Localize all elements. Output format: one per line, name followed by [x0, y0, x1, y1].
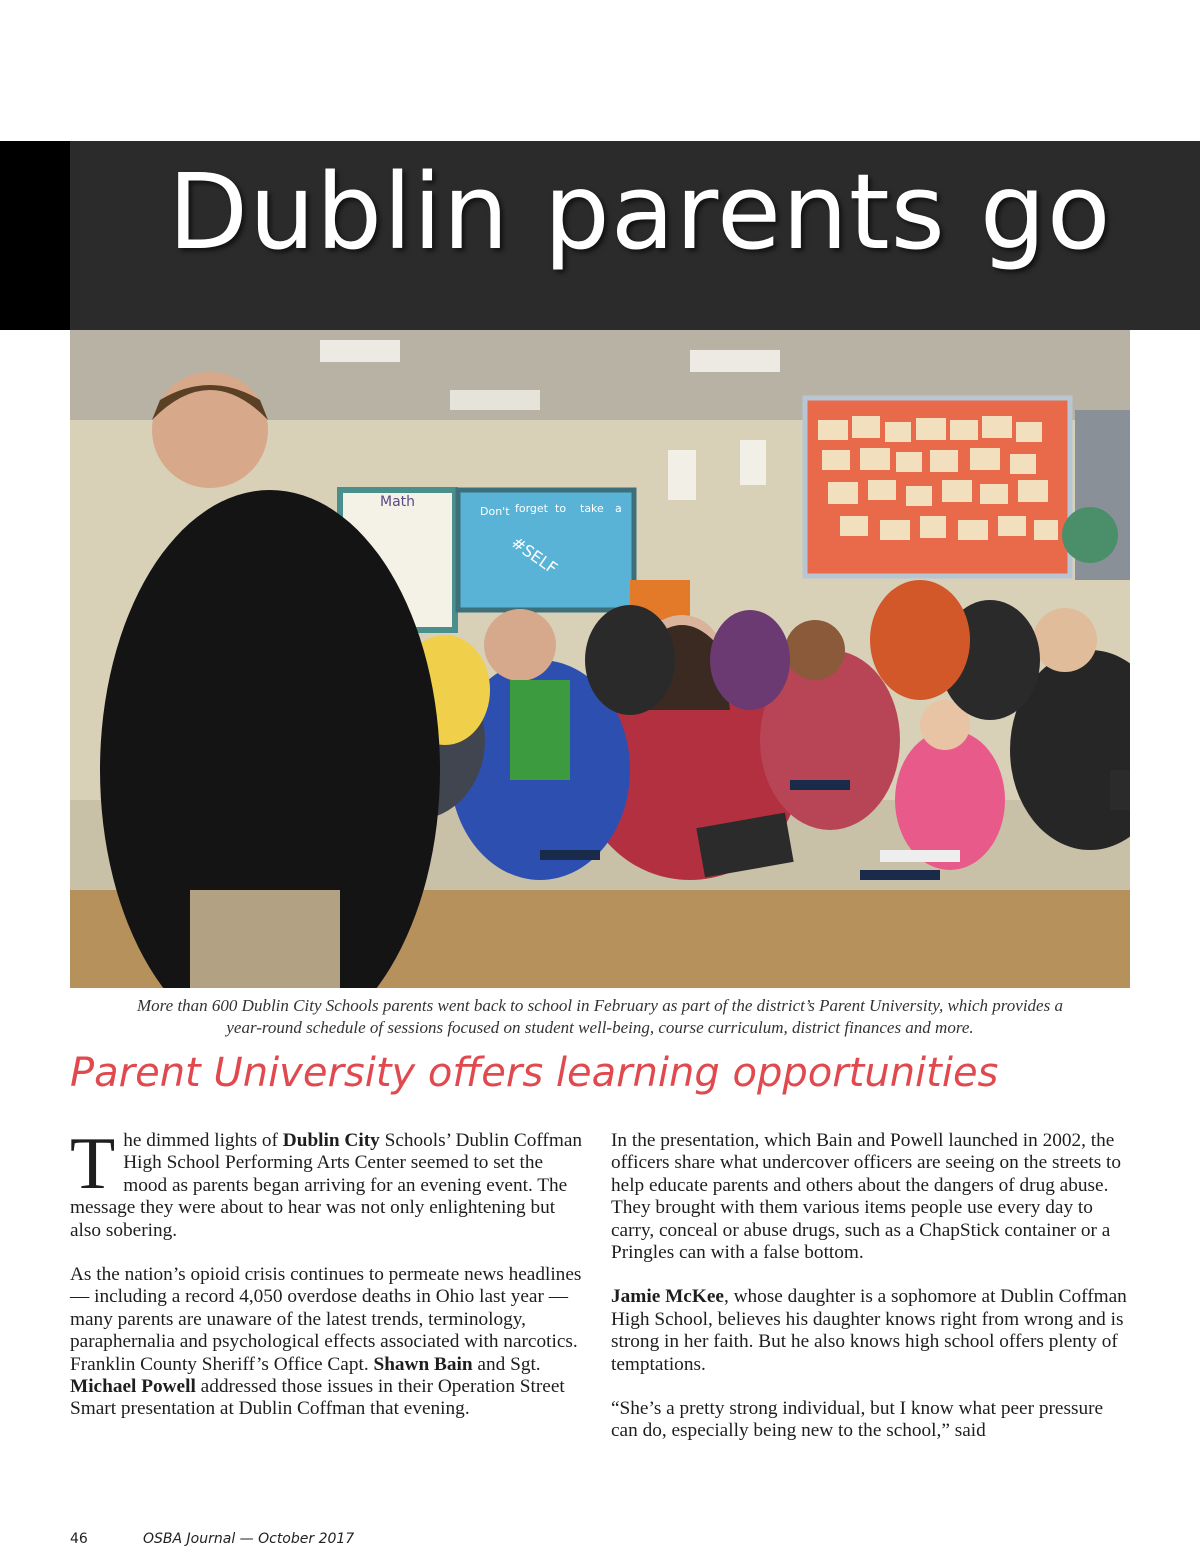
p2-text-e: addressed those issues in their Operation Street Smart presentation at Dublin Coffman that evening.: [70, 1376, 565, 1420]
p2-text-a: As the nation’s opioid crisis continues to permeate news headlines — including a record 4,050 overdose deaths in Ohio last year — many parents are unaware of the latest trends, terminology, paraphernalia and psychological effects associated with narcotics. Franklin County Sheriff’s Office Capt.: [70, 1264, 582, 1375]
board-word-to: to: [555, 502, 567, 515]
drop-cap: T: [70, 1123, 116, 1205]
paragraph-5: “She’s a pretty strong individual, but I know what peer pressure can do, especially being new to the school,” said: [611, 1398, 1104, 1442]
headline: Dublin parents go: [168, 151, 1112, 273]
math-sign: Math: [380, 494, 416, 510]
banner-accent-stripe: [0, 141, 70, 330]
p4-bold-jamie-mckee: Jamie McKee: [611, 1286, 724, 1308]
paragraph-1: [70, 1123, 590, 1242]
p2-text-c: and Sgt.: [472, 1353, 541, 1375]
board-word-a: a: [615, 502, 622, 515]
p1-text-c: Schools’ Dublin Coffman High School Performing Arts Center seemed to set the mood as parents began arriving for an evening event. The message they were about to hear was not only enlightening but also sobering.: [70, 1130, 583, 1241]
p2-bold-michael-powell: Michael Powell: [70, 1376, 196, 1398]
caption-line-2: year-round schedule of sessions focused on student well-being, course curriculum, district finances and more.: [226, 1018, 974, 1038]
p1-bold-dublin-city: Dublin City: [282, 1130, 380, 1151]
paragraph-4: [611, 1286, 1131, 1376]
photo-caption: [72, 995, 1128, 1039]
board-word-take: take: [580, 502, 604, 515]
paragraph-2: [70, 1264, 590, 1421]
caption-line-1: More than 600 Dublin City Schools parents went back to school in February as part of the district’s Parent University, which provides a: [137, 996, 1063, 1015]
p1-text-a: he dimmed lights of: [123, 1130, 283, 1151]
board-word-forget: forget: [515, 502, 548, 515]
journal-footer: OSBA Journal — October 2017: [143, 1531, 355, 1547]
article-column-left: [70, 1123, 590, 1443]
board-word-self: #SELF: [507, 532, 562, 578]
board-word-dont: Don't: [480, 505, 510, 518]
page-number: 46: [70, 1531, 88, 1547]
classroom-photo: [70, 330, 1130, 988]
p2-bold-shawn-bain: Shawn Bain: [373, 1353, 473, 1375]
article-column-right: [611, 1130, 1131, 1465]
paragraph-3: In the presentation, which Bain and Powell launched in 2002, the officers share what undercover officers are seeing on the streets to help educate parents and others about the dangers of drug abuse. They brought with them various items people use every day to carry, conceal or abuse drugs, such as a ChapStick container or a Pringles can with a false bottom.: [611, 1130, 1122, 1264]
article-subhead: Parent University offers learning opportunities: [70, 1050, 999, 1096]
p4-text-b: , whose daughter is a sophomore at Dublin Coffman High School, believes his daughter knows right from wrong and is strong in her faith. But he also knows high school offers plenty of temptations.: [611, 1286, 1127, 1375]
